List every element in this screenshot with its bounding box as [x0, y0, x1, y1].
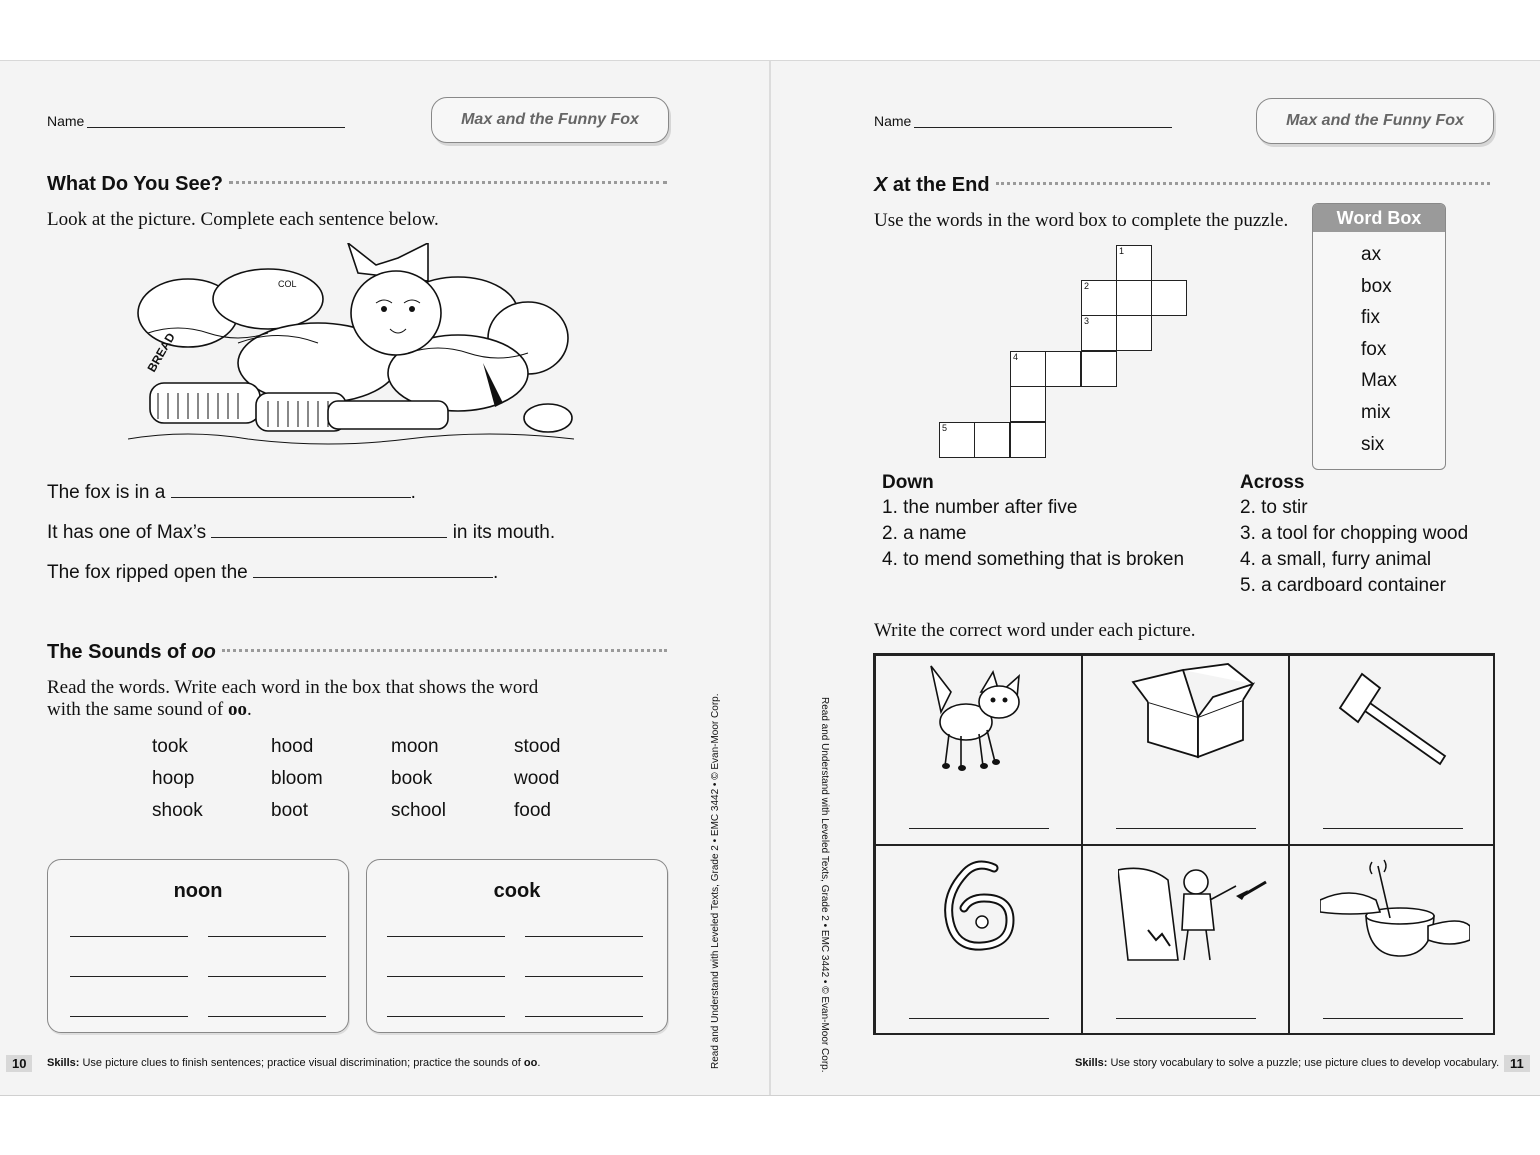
fox-in-sleeping-bag-illustration [128, 243, 574, 449]
box-title: noon [173, 880, 223, 902]
word-item: hoop [152, 768, 195, 789]
dotted-rule [222, 649, 667, 652]
word-item: stood [514, 736, 561, 757]
write-line[interactable] [387, 976, 505, 977]
instruction-text: Use the words in the word box to complete the puzzle. [874, 210, 1289, 231]
instruction-line-text: . [247, 699, 252, 720]
word-item: moon [391, 736, 439, 757]
name-label: Name [874, 113, 912, 129]
instruction-text: Look at the picture. Complete each sentence below. [47, 209, 439, 230]
word-item: took [152, 736, 188, 757]
skills-footer [47, 1057, 540, 1069]
fixing-tent-icon [1118, 860, 1268, 970]
sentence-text: The fox is in a [47, 482, 166, 503]
heading-x: X [874, 174, 888, 196]
book-spread [0, 60, 1540, 1096]
heading-text: What Do You See? [47, 173, 223, 195]
crossword-cell[interactable] [1116, 280, 1152, 316]
write-line[interactable] [909, 828, 1049, 829]
across-clue: 4. a small, furry animal [1240, 549, 1432, 570]
crossword-cell[interactable] [1010, 386, 1046, 422]
picture-cell-fox [875, 655, 1082, 845]
title-pill: Max and the Funny Fox [431, 97, 669, 143]
word-box-item: mix [1361, 402, 1391, 423]
word-box-item: fox [1361, 339, 1387, 360]
sentence-text: The fox ripped open the [47, 562, 248, 583]
dotted-rule [229, 181, 667, 184]
across-clue: 3. a tool for chopping wood [1240, 523, 1469, 544]
crossword-cell[interactable] [939, 422, 975, 458]
crossword-cell[interactable] [1081, 351, 1117, 387]
section-heading-what-do-you-see [47, 173, 667, 196]
write-line[interactable] [525, 1016, 643, 1017]
sentence-text: . [410, 482, 416, 503]
picture-cell-six [875, 845, 1082, 1035]
heading-text: The Sounds of [47, 641, 186, 663]
axe-icon [1330, 666, 1460, 776]
word-box-item: Max [1361, 370, 1397, 391]
heading-text: at the End [892, 174, 990, 196]
name-label: Name [47, 113, 85, 129]
word-box-item: six [1361, 434, 1385, 455]
answer-blank[interactable] [171, 483, 411, 498]
word-item: bloom [271, 768, 323, 789]
picture-cell-mix [1289, 845, 1495, 1035]
crossword-cell[interactable] [1081, 280, 1117, 316]
down-clue: 2. a name [882, 523, 967, 544]
word-item: school [391, 800, 446, 821]
write-line[interactable] [387, 936, 505, 937]
sentence-text: in its mouth. [452, 522, 556, 543]
down-clue: 4. to mend something that is broken [882, 549, 1185, 570]
crossword-cell[interactable] [1010, 422, 1046, 458]
write-line[interactable] [387, 1016, 505, 1017]
instruction-oo: oo [228, 699, 248, 720]
word-box-item: box [1361, 276, 1392, 297]
title-pill: Max and the Funny Fox [1256, 98, 1494, 144]
instruction-line [47, 699, 538, 721]
cook-sound-box [366, 859, 668, 1033]
right-page [770, 61, 1540, 1095]
answer-blank[interactable] [211, 523, 447, 538]
word-item: shook [152, 800, 203, 821]
sentence-text: It has one of Max’s [47, 522, 207, 543]
box-icon [1128, 662, 1258, 762]
write-line[interactable] [525, 936, 643, 937]
picture-cell-box [1082, 655, 1289, 845]
across-clue: 2. to stir [1240, 497, 1308, 518]
write-line[interactable] [208, 976, 326, 977]
instruction-text: Write the correct word under each picture. [874, 620, 1196, 641]
write-line[interactable] [70, 976, 188, 977]
sentence-2 [47, 522, 555, 544]
left-page [0, 61, 769, 1095]
skills-label: Skills: [1075, 1057, 1108, 1069]
write-line[interactable] [208, 936, 326, 937]
crossword-cell[interactable] [1116, 315, 1152, 351]
cell-number: 1 [1119, 246, 1125, 256]
answer-blank[interactable] [253, 563, 493, 578]
fox-icon [921, 662, 1041, 772]
instruction-line-text: with the same sound of [47, 699, 224, 720]
vertical-credit: Read and Understand with Leveled Texts, Grade 2 • EMC 3442 • © Evan-Moor Corp. [819, 697, 830, 1073]
cell-number: 4 [1013, 352, 1019, 362]
instruction-line: Read the words. Write each word in the box that shows the word [47, 677, 539, 698]
cell-number: 3 [1084, 316, 1090, 326]
write-line[interactable] [1116, 828, 1256, 829]
cell-number: 2 [1084, 281, 1090, 291]
skills-text: Use story vocabulary to solve a puzzle; use picture clues to develop vocabulary. [1110, 1057, 1500, 1069]
write-line[interactable] [1116, 1018, 1256, 1019]
picture-grid [873, 653, 1495, 1035]
crossword-cell[interactable] [1116, 245, 1152, 281]
write-line[interactable] [70, 1016, 188, 1017]
noon-sound-box [47, 859, 349, 1033]
number-six-icon [936, 856, 1026, 956]
across-title: Across [1240, 472, 1305, 493]
crossword-cell[interactable] [1081, 315, 1117, 351]
vertical-credit: Read and Understand with Leveled Texts, Grade 2 • EMC 3442 • © Evan-Moor Corp. [710, 693, 721, 1069]
crossword-cell[interactable] [1010, 351, 1046, 387]
skills-text: Use picture clues to finish sentences; practice visual discrimination; practice the sounds of [82, 1057, 521, 1069]
crossword-cell[interactable] [1151, 280, 1187, 316]
write-line[interactable] [70, 936, 188, 937]
write-line[interactable] [208, 1016, 326, 1017]
write-line[interactable] [909, 1018, 1049, 1019]
word-box [1312, 203, 1446, 470]
crossword-cell[interactable] [1045, 351, 1081, 387]
section-heading-x-at-the-end [874, 174, 1490, 197]
sentence-3 [47, 562, 498, 584]
down-title: Down [882, 472, 934, 493]
skills-footer [1075, 1057, 1499, 1069]
section-heading-sounds-of-oo [47, 641, 667, 664]
word-box-item: ax [1361, 244, 1382, 265]
write-line[interactable] [1323, 828, 1463, 829]
picture-cell-fix [1082, 845, 1289, 1035]
mixing-bowl-icon [1320, 856, 1470, 966]
word-box-item: fix [1361, 307, 1380, 328]
box-title: cook [493, 880, 541, 902]
write-line[interactable] [1323, 1018, 1463, 1019]
crossword-cell[interactable] [974, 422, 1010, 458]
name-field[interactable] [914, 113, 1172, 128]
sentence-1 [47, 482, 416, 504]
word-item: hood [271, 736, 314, 757]
down-clue: 1. the number after five [882, 497, 1078, 518]
picture-cell-ax [1289, 655, 1495, 845]
word-item: boot [271, 800, 308, 821]
skills-label: Skills: [47, 1057, 80, 1069]
across-clue: 5. a cardboard container [1240, 575, 1446, 596]
bread-label: BREAD [144, 330, 178, 375]
col-label: COL [278, 279, 297, 289]
heading-text-oo: oo [191, 641, 216, 663]
word-item: food [514, 800, 551, 821]
write-line[interactable] [525, 976, 643, 977]
instruction-text [47, 677, 538, 721]
name-field[interactable] [87, 113, 345, 128]
dotted-rule [996, 182, 1490, 185]
sentence-text: . [492, 562, 499, 583]
word-item: book [391, 768, 433, 789]
word-item: wood [514, 768, 560, 789]
skills-text: . [537, 1057, 541, 1069]
skills-oo: oo [523, 1057, 538, 1069]
page-number: 11 [1504, 1055, 1530, 1072]
cell-number: 5 [942, 423, 948, 433]
page-number: 10 [6, 1055, 32, 1072]
word-box-title: Word Box [1313, 204, 1445, 232]
